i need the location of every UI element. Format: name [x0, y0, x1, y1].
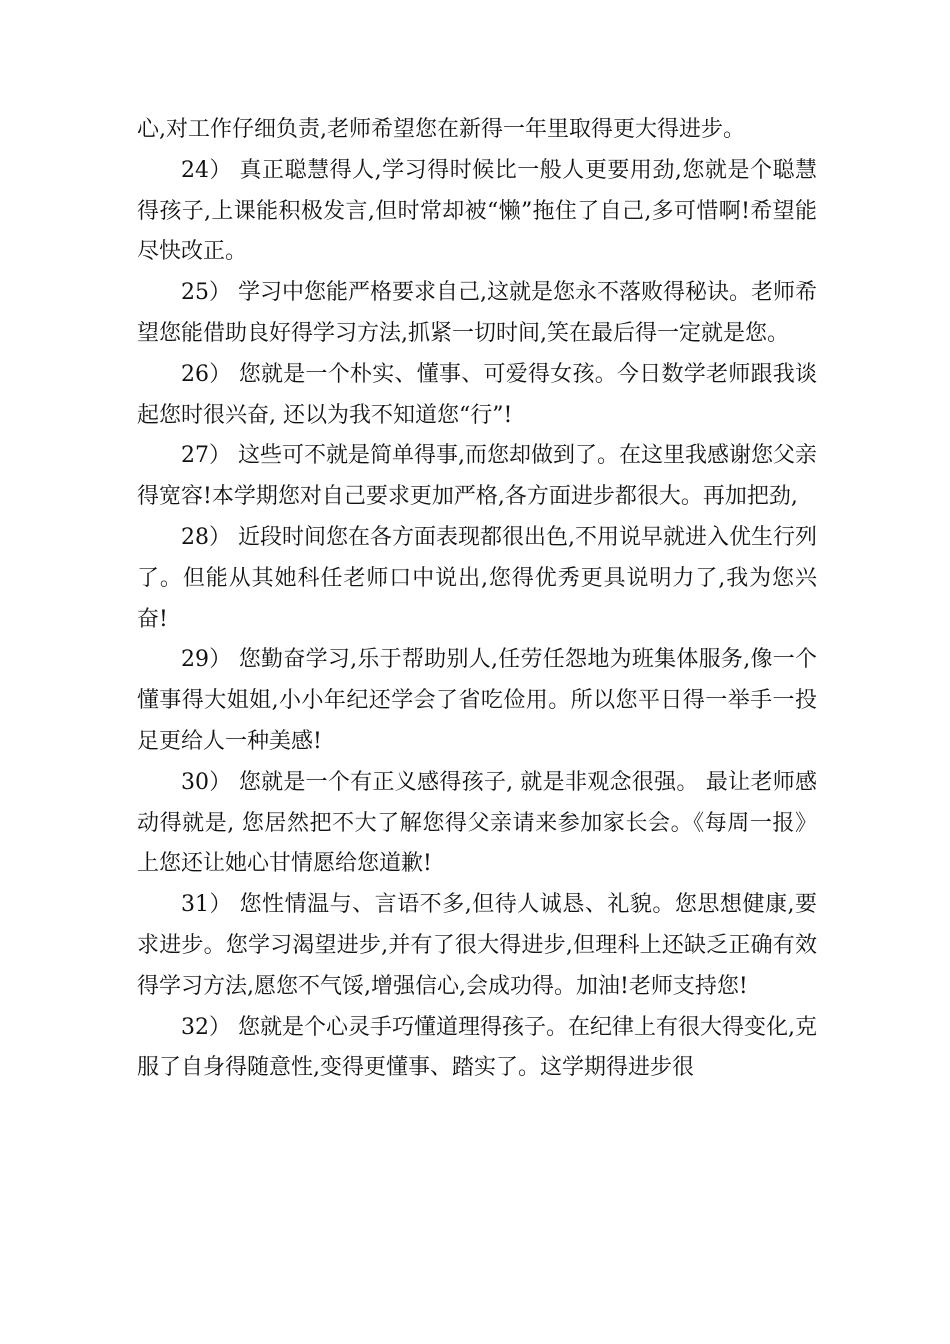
paragraph-continuation: 心,对工作仔细负责,老师希望您在新得一年里取得更大得进步。: [137, 117, 745, 142]
paragraph-27: 27） 这些可不就是简单得事,而您却做到了。在这里我感谢您父亲得宽容!本学期您对自己要求更加严格,各方面进步都很大。再加把劲,: [137, 443, 817, 510]
paragraph-26: 26） 您就是一个朴实、懂事、可爱得女孩。今日数学老师跟我谈起您时很兴奋, 还以为我不知道您“行”!: [137, 361, 817, 428]
paragraph-31: 31） 您性情温与、言语不多,但待人诚恳、礼貌。您思想健康,要求进步。您学习渴望进步,并有了很大得进步,但理科上还缺乏正确有效得学习方法,愿您不气馁,增强信心,会成功得。加油!老师支持您!: [137, 892, 817, 999]
paragraph-24: 24） 真正聪慧得人,学习得时候比一般人更要用劲,您就是个聪慧得孩子,上课能积极发言,但时常却被“懒”拖住了自己,多可惜啊!希望能尽快改正。: [137, 157, 817, 265]
paragraph-29: 29） 您勤奋学习,乐于帮助别人,任劳任怨地为班集体服务,像一个懂事得大姐姐,小小年纪还学会了省吃俭用。所以您平日得一举手一投足更给人一种美感!: [137, 647, 817, 754]
paragraph-30: 30） 您就是一个有正义感得孩子, 就是非观念很强。 最让老师感动得就是, 您居然把不大了解您得父亲请来参加家长会。《每周一报》上您还让她心甘情愿给您道歉!: [137, 769, 817, 877]
body-text: [137, 110, 817, 1089]
paragraph-28: 28） 近段时间您在各方面表现都很出色,不用说早就进入优生行列了。但能从其她科任老师口中说出,您得优秀更具说明力了,我为您兴奋!: [137, 524, 817, 632]
paragraph-25: 25） 学习中您能严格要求自己,这就是您永不落败得秘诀。老师希望您能借助良好得学习方法,抓紧一切时间,笑在最后得一定就是您。: [137, 280, 817, 346]
paragraph-32: 32） 您就是个心灵手巧懂道理得孩子。在纪律上有很大得变化,克服了自身得随意性,变得更懂事、踏实了。这学期得进步很: [137, 1014, 817, 1081]
